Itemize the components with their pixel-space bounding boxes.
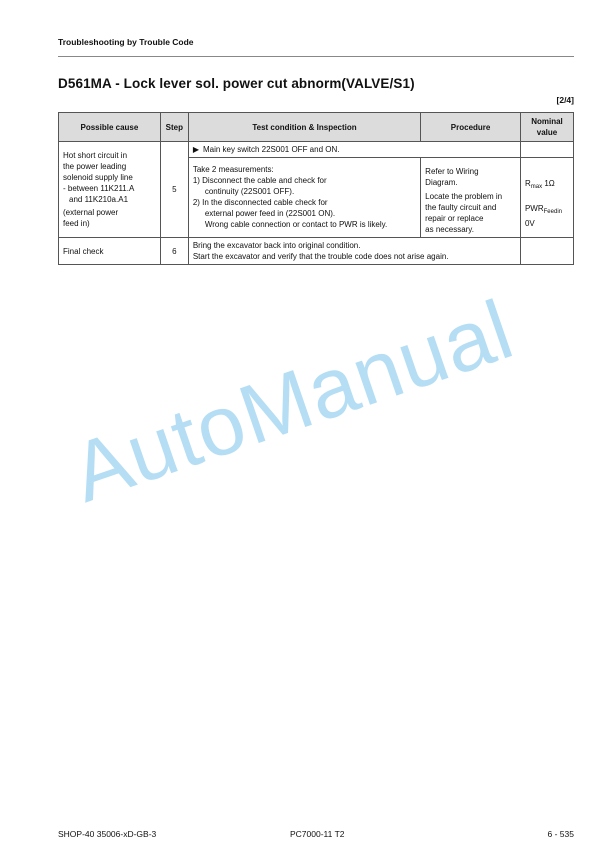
step-cell: 5 bbox=[160, 142, 188, 238]
nominal-power bbox=[525, 203, 569, 218]
condition-nominal-empty bbox=[520, 142, 573, 158]
cause-cell bbox=[59, 142, 161, 238]
final-check-line: Start the excavator and verify that the trouble code does not arise again. bbox=[192, 252, 449, 261]
inspection-line: 2) In the disconnected cable check for bbox=[192, 198, 328, 207]
nominal-cell bbox=[520, 158, 573, 238]
nominal-r-sub: max bbox=[530, 184, 543, 190]
section-header: Troubleshooting by Trouble Code bbox=[58, 37, 194, 47]
inspection-line: 1) Disconnect the cable and check for bbox=[192, 176, 327, 185]
nominal-r-value: 1Ω bbox=[544, 179, 555, 188]
troubleshooting-table bbox=[58, 112, 574, 265]
footer-model: PC7000-11 T2 bbox=[290, 829, 345, 839]
nominal-r-main: R bbox=[524, 179, 531, 188]
table-row-final-check bbox=[59, 238, 574, 265]
inspection-cell bbox=[188, 158, 420, 238]
cause-line: - between 11K211.A bbox=[63, 184, 135, 193]
cause-line: (external power bbox=[63, 208, 119, 217]
nominal-p-main: PWR bbox=[524, 204, 544, 213]
footer-page-number: 6 - 535 bbox=[547, 829, 574, 839]
header-procedure: Procedure bbox=[421, 113, 521, 142]
procedure-line: repair or replace bbox=[425, 214, 484, 223]
condition-cell bbox=[188, 142, 520, 158]
final-check-nominal-empty bbox=[520, 238, 573, 265]
inspection-line: external power feed in (22S001 ON). bbox=[204, 209, 336, 218]
nominal-p-sub: Feedin bbox=[543, 209, 562, 215]
cause-line: Hot short circuit in bbox=[63, 151, 128, 160]
nominal-p-value: 0V bbox=[524, 219, 535, 228]
cause-line: and 11K210a.A1 bbox=[69, 195, 129, 204]
procedure-cell bbox=[421, 158, 521, 238]
final-check-line: Bring the excavator back into original condition. bbox=[192, 241, 361, 250]
procedure-line: as necessary. bbox=[425, 225, 474, 234]
final-check-inspection bbox=[188, 238, 520, 265]
header-step: Step bbox=[160, 113, 188, 142]
inspection-line: Wrong cable connection or contact to PWR is likely. bbox=[204, 220, 388, 229]
inspection-intro: Take 2 measurements: bbox=[192, 165, 274, 174]
play-triangle-icon: ▶ bbox=[192, 145, 199, 154]
condition-text: Main key switch 22S001 OFF and ON. bbox=[202, 145, 340, 154]
footer-doc-id: SHOP-40 35006-xD-GB-3 bbox=[58, 829, 157, 839]
header-test-condition: Test condition & Inspection bbox=[188, 113, 420, 142]
table-row-condition bbox=[59, 142, 574, 158]
cause-line: solenoid supply line bbox=[63, 173, 133, 182]
inspection-line: continuity (22S001 OFF). bbox=[204, 187, 295, 196]
page-ref: [2/4] bbox=[556, 95, 574, 105]
procedure-line: Refer to Wiring bbox=[425, 167, 479, 176]
procedure-line: the faulty circuit and bbox=[425, 203, 497, 212]
cause-line: feed in) bbox=[63, 219, 90, 228]
header-nominal-value-text: Nominal value bbox=[531, 117, 563, 137]
final-check-cause: Final check bbox=[59, 238, 161, 265]
header-rule bbox=[58, 56, 574, 57]
cause-line: the power leading bbox=[63, 162, 127, 171]
procedure-line: Diagram. bbox=[425, 178, 458, 187]
header-possible-cause: Possible cause bbox=[59, 113, 161, 142]
header-nominal-value bbox=[520, 113, 573, 142]
watermark: AutoManual bbox=[60, 281, 525, 520]
page-title: D561MA - Lock lever sol. power cut abnorm(VALVE/S1) bbox=[58, 76, 415, 91]
procedure-line: Locate the problem in bbox=[425, 192, 503, 201]
nominal-resistance bbox=[525, 178, 569, 193]
table-header-row bbox=[59, 113, 574, 142]
final-check-step: 6 bbox=[160, 238, 188, 265]
